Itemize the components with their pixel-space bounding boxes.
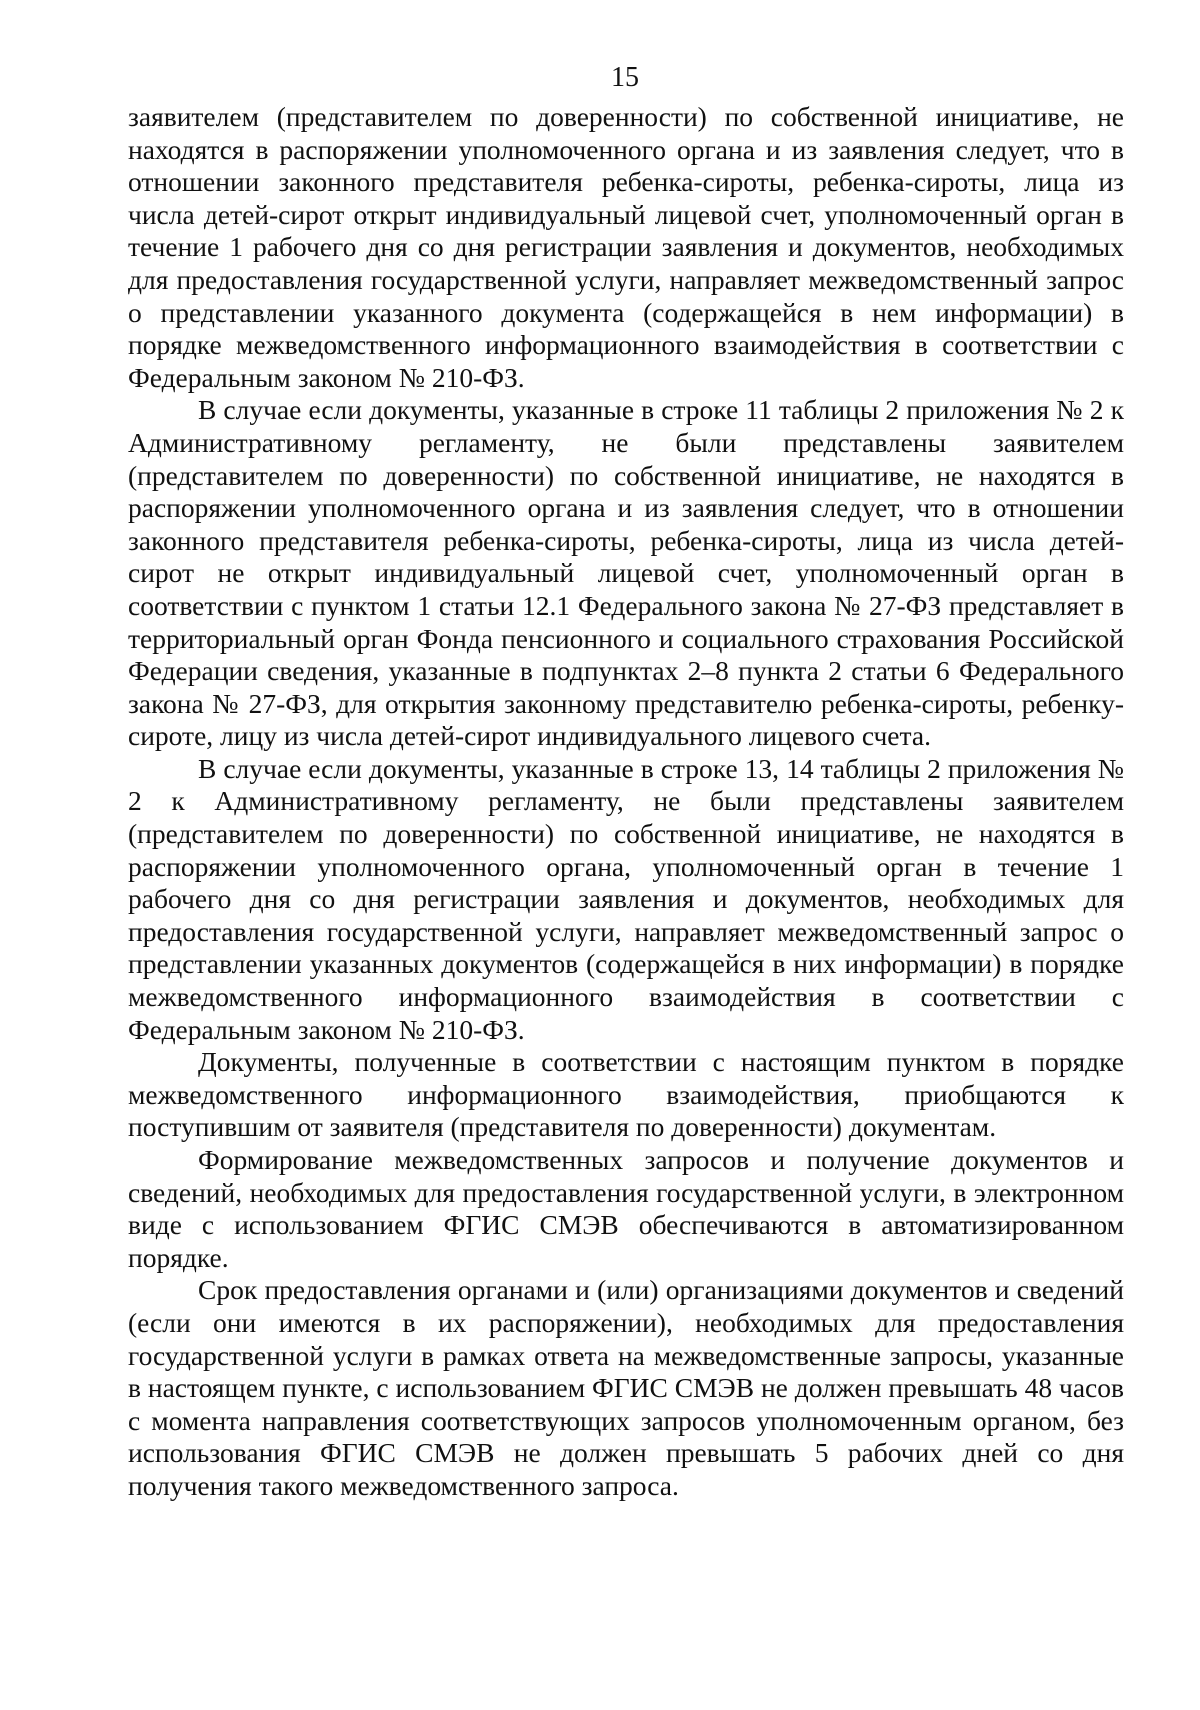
paragraph-electronic-requests: Формирование межведомственных запросов и получение документов и сведений, необходимых для предоставления государственной услуги, в электронном виде с использованием ФГИС СМЭВ обеспечиваются в автоматизированном порядке. <box>128 1144 1124 1273</box>
paragraph-continuation: заявителем (представителем по доверенности) по собственной инициативе, не находятся в распоряжении уполномоченного органа и из заявления следует, что в отношении законного представителя ребенка-сироты, ребенка-сироты, лица из числа детей-сирот открыт индивидуальный лицевой счет, уполномоченный орган в течение 1 рабочего дня со дня регистрации заявления и документов, необходимых для предоставления государственной услуги, направляет межведомственный запрос о представлении указанного документа (содержащейся в нем информации) в порядке межведомственного информационного взаимодействия в соответствии с Федеральным законом № 210-ФЗ. <box>128 101 1124 393</box>
page-number: 15 <box>611 62 639 93</box>
document-body <box>128 101 1124 1503</box>
paragraph-response-deadline: Срок предоставления органами и (или) организациями документов и сведений (если они имеются в их распоряжении), необходимых для предоставления государственной услуги в рамках ответа на межведомственные запросы, указанные в настоящем пункте, с использованием ФГИС СМЭВ не должен превышать 48 часов с момента направления соответствующих запросов уполномоченным органом, без использования ФГИС СМЭВ не должен превышать 5 рабочих дней со дня получения такого межведомственного запроса. <box>128 1274 1124 1501</box>
paragraph-line-11-account-not-opened: В случае если документы, указанные в строке 11 таблицы 2 приложения № 2 к Административному регламенту, не были представлены заявителем (представителем по доверенности) по собственной инициативе, не находятся в распоряжении уполномоченного органа и из заявления следует, что в отношении законного представителя ребенка-сироты, ребенка-сироты, лица из числа детей-сирот не открыт индивидуальный лицевой счет, уполномоченный орган в соответствии с пунктом 1 статьи 12.1 Федерального закона № 27-ФЗ представляет в территориальный орган Фонда пенсионного и социального страхования Российской Федерации сведения, указанные в подпунктах 2–8 пункта 2 статьи 6 Федерального закона № 27-ФЗ, для открытия законному представителю ребенка-сироты, ребенку-сироте, лицу из числа детей-сирот индивидуального лицевого счета. <box>128 394 1124 752</box>
paragraph-lines-13-14-request: В случае если документы, указанные в строке 13, 14 таблицы 2 приложения № 2 к Административному регламенту, не были представлены заявителем (представителем по доверенности) по собственной инициативе, не находятся в распоряжении уполномоченного органа, уполномоченный орган в течение 1 рабочего дня со дня регистрации заявления и документов, необходимых для предоставления государственной услуги, направляет межведомственный запрос о представлении указанных документов (содержащейся в них информации) в порядке межведомственного информационного взаимодействия в соответствии с Федеральным законом № 210-ФЗ. <box>128 752 1124 1045</box>
paragraph-documents-attached: Документы, полученные в соответствии с настоящим пунктом в порядке межведомственного информационного взаимодействия, приобщаются к поступившим от заявителя (представителя по доверенности) документам. <box>128 1046 1124 1143</box>
